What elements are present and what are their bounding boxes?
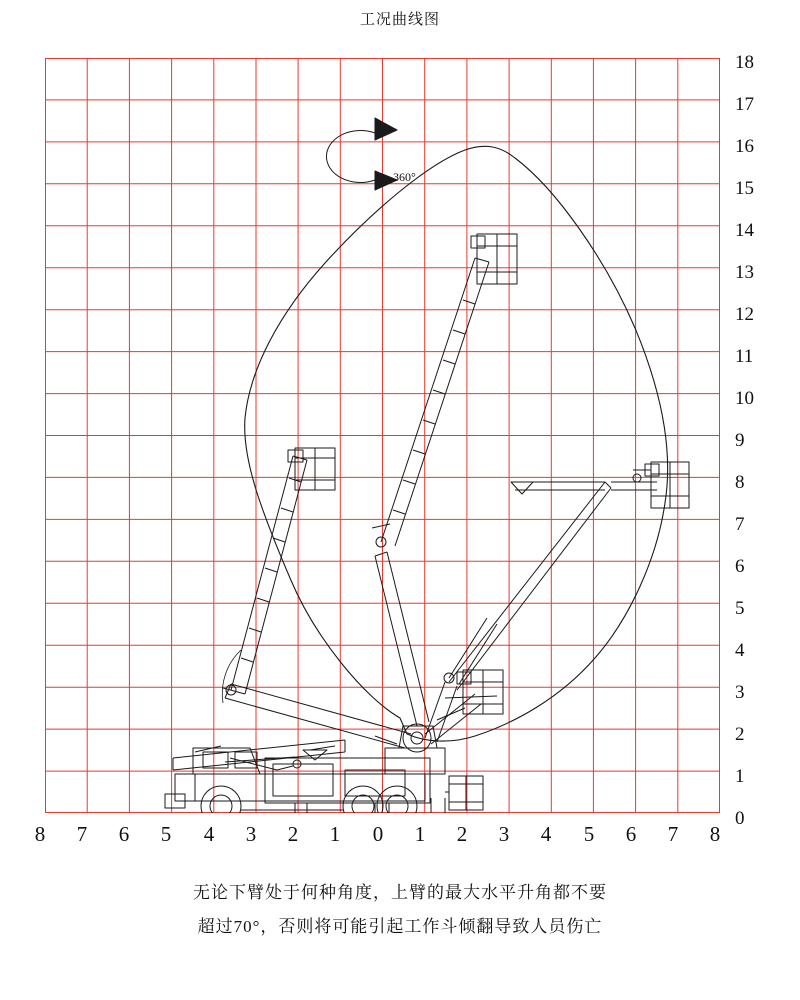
x-tick: 3 [498,822,510,846]
y-tick: 8 [735,472,745,493]
x-tick: 2 [456,822,468,846]
y-tick: 16 [735,136,754,157]
page-title: 工况曲线图 [359,12,440,28]
x-tick: 6 [625,822,637,846]
y-tick: 9 [735,430,745,451]
x-tick: 5 [160,822,172,846]
y-tick: 3 [735,682,745,703]
y-tick: 7 [735,514,745,535]
warning-note-line: 无论下臂处于何种角度，上臂的最大水平升角都不要 [193,883,607,902]
y-tick: 5 [735,598,745,619]
y-tick: 4 [735,640,745,661]
y-tick: 1 [735,766,745,787]
x-tick: 4 [540,822,552,846]
x-tick: 7 [667,822,679,846]
y-tick: 18 [735,52,754,73]
y-tick: 11 [735,346,754,367]
x-tick: 1 [329,822,341,846]
x-tick: 0 [372,822,384,846]
x-tick: 7 [76,822,88,846]
y-tick: 13 [735,262,754,283]
x-tick: 4 [203,822,215,846]
x-tick: 2 [287,822,299,846]
y-tick: 12 [735,304,754,325]
y-tick: 2 [735,724,745,745]
y-tick: 10 [735,388,754,409]
y-axis [735,52,775,829]
rotation-label: 360° [393,170,416,184]
y-tick: 0 [735,808,745,829]
warning-note-line: 超过70°，否则将可能引起工作斗倾翻导致人员伤亡 [197,917,603,936]
y-tick: 15 [735,178,754,199]
x-tick: 6 [118,822,130,846]
aerial-platform-truck-illustration [45,58,720,813]
x-tick: 8 [709,822,721,846]
warning-notes [0,876,800,944]
y-tick: 6 [735,556,745,577]
y-tick: 17 [735,94,754,115]
x-tick: 8 [34,822,46,846]
x-axis [28,822,738,852]
x-tick: 5 [583,822,595,846]
x-tick: 1 [414,822,426,846]
y-tick: 14 [735,220,754,241]
x-tick: 3 [245,822,257,846]
chart-plot-area [45,58,720,813]
